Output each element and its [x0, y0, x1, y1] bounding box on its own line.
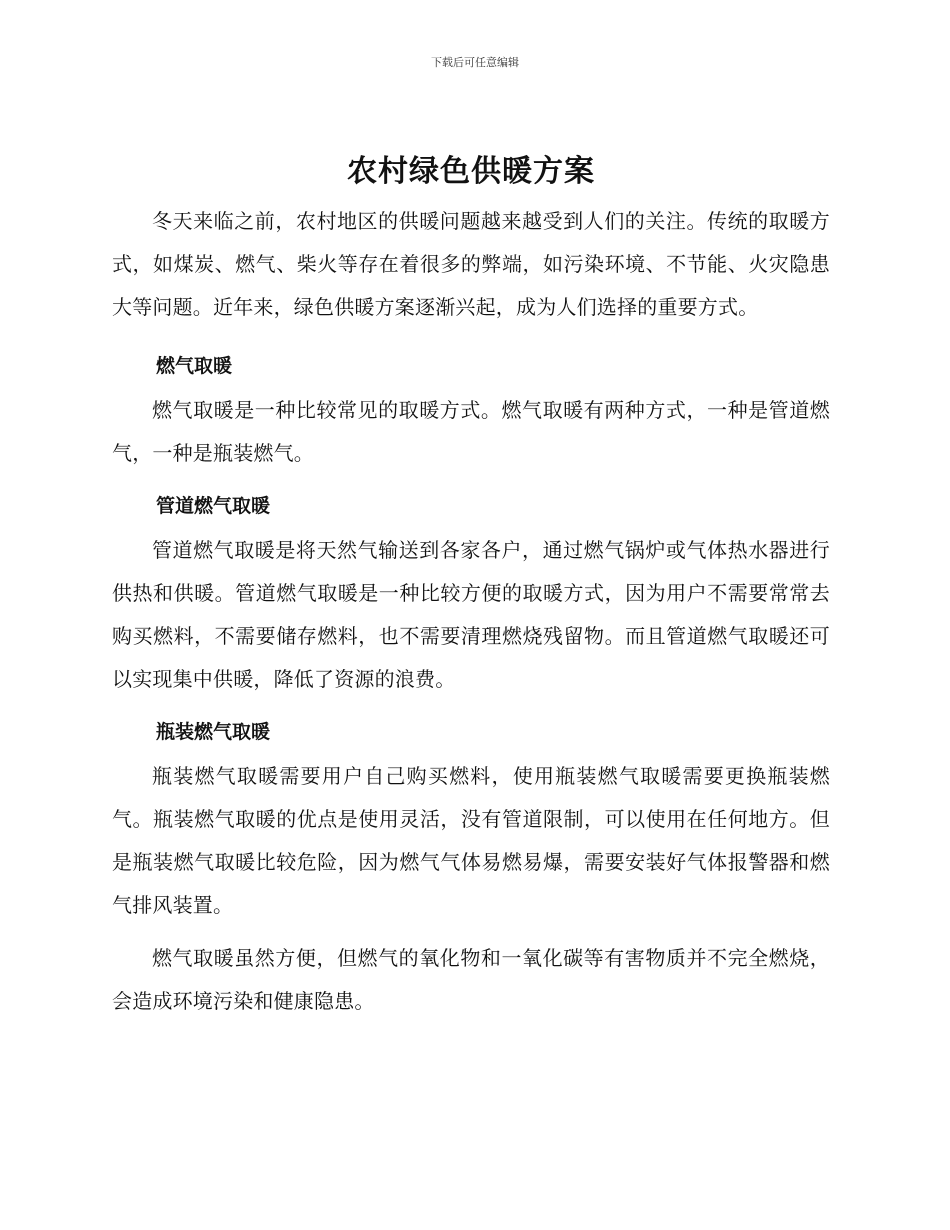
section-heading-gas-heating: 燃气取暖 — [156, 355, 233, 377]
closing-paragraph: 燃气取暖虽然方便，但燃气的氧化物和一氧化碳等有害物质并不完全燃烧，会造成环境污染和健康隐患。 — [112, 946, 830, 1013]
section-paragraph-pipeline-gas: 管道燃气取暖是将天然气输送到各家各户，通过燃气锅炉或气体热水器进行供热和供暖。管道燃气取暖是一种比较方便的取暖方式，因为用户不需要常常去购买燃料，不需要储存燃料，也不需要清理燃烧残留物。而且管道燃气取暖还可以实现集中供暖，降低了资源的浪费。 — [112, 538, 830, 691]
section-heading-pipeline-gas: 管道燃气取暖 — [156, 495, 271, 517]
section-paragraph-bottled-gas: 瓶装燃气取暖需要用户自己购买燃料，使用瓶装燃气取暖需要更换瓶装燃气。瓶装燃气取暖的优点是使用灵活，没有管道限制，可以使用在任何地方。但是瓶装燃气取暖比较危险，因为燃气气体易燃易爆，需要安装好气体报警器和燃气排风装置。 — [112, 764, 830, 917]
document-body — [112, 150, 830, 1031]
document-title: 农村绿色供暖方案 — [347, 154, 595, 189]
section-paragraph-gas-heating: 燃气取暖是一种比较常见的取暖方式。燃气取暖有两种方式，一种是管道燃气，一种是瓶装燃气。 — [112, 398, 830, 465]
header-note: 下载后可任意编辑 — [431, 56, 519, 69]
section-heading-bottled-gas: 瓶装燃气取暖 — [156, 721, 271, 743]
intro-paragraph: 冬天来临之前，农村地区的供暖问题越来越受到人们的关注。传统的取暖方式，如煤炭、燃气、柴火等存在着很多的弊端，如污染环境、不节能、火灾隐患大等问题。近年来，绿色供暖方案逐渐兴起，成为人们选择的重要方式。 — [112, 209, 830, 319]
